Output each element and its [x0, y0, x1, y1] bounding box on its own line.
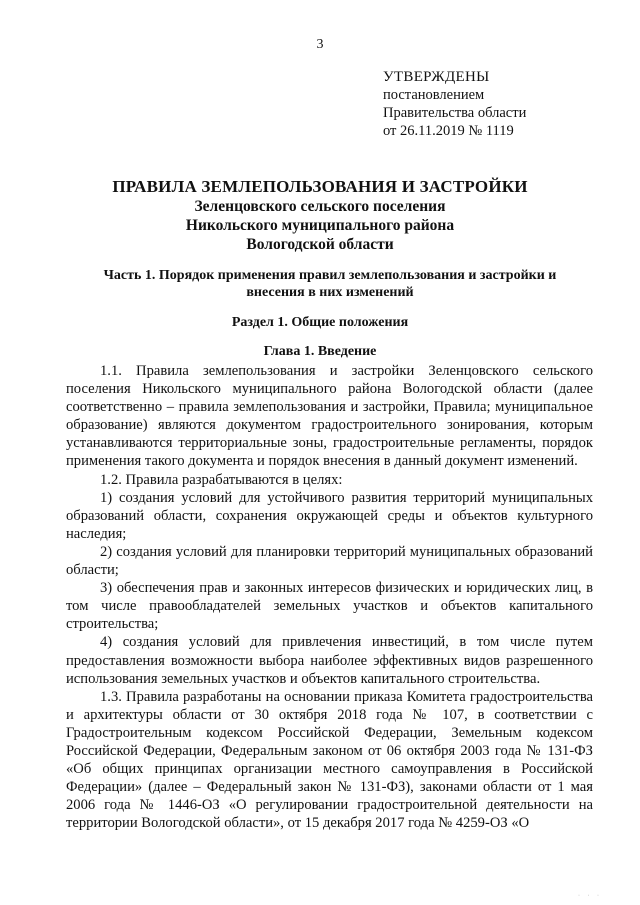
- page-number: 3: [316, 37, 324, 52]
- document-title-block: [0, 176, 640, 254]
- body-text: [66, 362, 593, 832]
- approval-line-3: от 26.11.2019 № 1119: [383, 123, 514, 139]
- paragraph-1-3: 1.3. Правила разработаны на основании приказа Комитета градостроительства и архитектуры области от 30 октября 2018 года № 107, в соответствии с Градостроительным кодексом Российской Федерации, Земельным кодексом Российской Федерации, Федеральным законом от 06 октября 2003 года № 131-ФЗ «Об общих принципах организации местного самоуправления в Российской Федерации» (далее – Федеральный закон № 131-ФЗ), законами области от 1 мая 2006 года № 1446-ОЗ «О регулировании градостроительной деятельности на территории Вологодской области», от 15 декабря 2017 года № 4259-ОЗ «О: [66, 688, 593, 832]
- chapter-heading: Глава 1. Введение: [263, 344, 377, 359]
- paragraph-1-1: 1.1. Правила землепользования и застройки Зеленцовского сельского поселения Никольского муниципального района Вологодской области (далее соответственно – правила землепользования и застройки, Правила; муниципальное образование) являются документом градостроительного зонирования, которым устанавливаются территориальные зоны, градостроительные регламенты, порядок применения такого документа и порядок внесения в данный документ изменений.: [66, 363, 593, 470]
- approval-line-1: постановлением: [383, 87, 485, 103]
- approval-stamp: [383, 68, 526, 140]
- approval-line-2: Правительства области: [383, 105, 527, 121]
- paragraph-1-2: 1.2. Правила разрабатываются в целях:: [100, 471, 343, 488]
- document-title: ПРАВИЛА ЗЕМЛЕПОЛЬЗОВАНИЯ И ЗАСТРОЙКИ: [112, 177, 528, 196]
- section-heading: Раздел 1. Общие положения: [231, 315, 409, 330]
- list-item-1: 1) создания условий для устойчивого развития территорий муниципальных образований области, сохранения окружающей среды и объектов культурного наследия;: [66, 489, 593, 542]
- approval-title: УТВЕРЖДЕНЫ: [383, 69, 490, 85]
- document-subtitle-region: Вологодской области: [246, 236, 394, 253]
- list-item-3: 3) обеспечения прав и законных интересов физических и юридических лиц, в том числе правообладателей земельных участков и объектов капитального строительства;: [66, 580, 593, 633]
- document-subtitle-settlement: Зеленцовского сельского поселения: [194, 198, 446, 215]
- document-subtitle-district: Никольского муниципального района: [185, 217, 455, 234]
- list-item-4: 4) создания условий для привлечения инвестиций, в том числе путем предоставления возможности выбора наиболее эффективных видов разрешенного использования земельных участков и объектов капитального строительства.: [66, 634, 593, 687]
- part-heading: Часть 1. Порядок применения правил землепользования и застройки и внесения в них изменений: [103, 268, 557, 300]
- scan-artifact: · · ·: [578, 893, 602, 899]
- list-item-2: 2) создания условий для планировки территорий муниципальных образований области;: [66, 543, 593, 579]
